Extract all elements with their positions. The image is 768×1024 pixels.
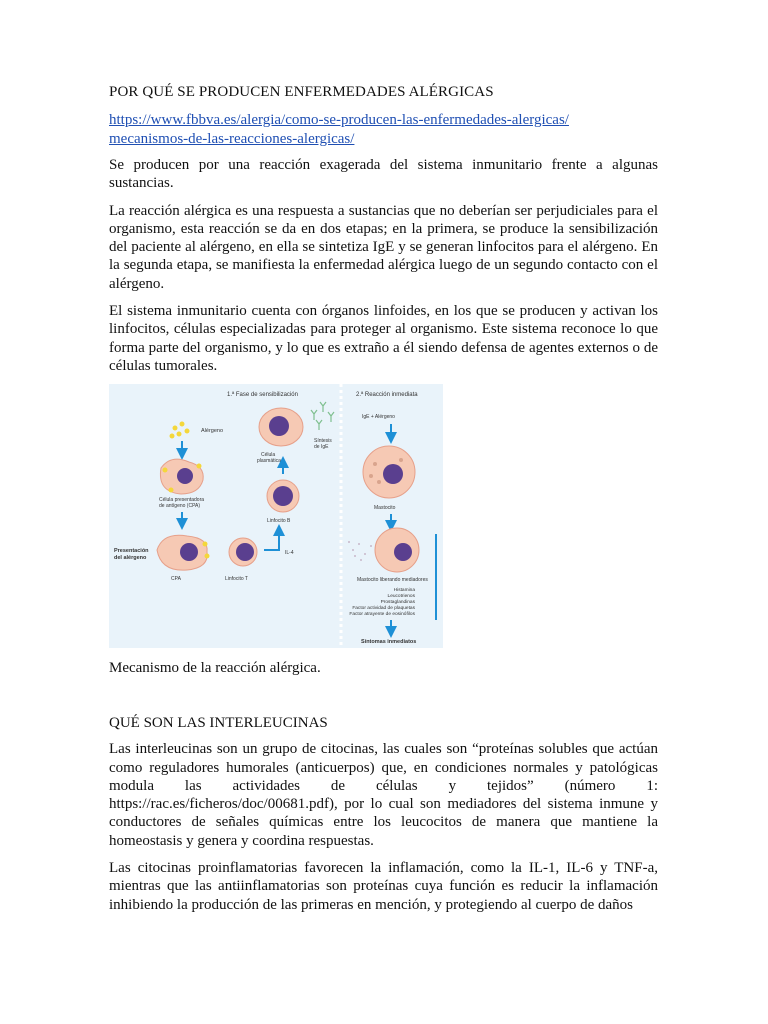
b-cell — [267, 480, 299, 512]
mast-cell-releasing-label: Mastocito liberando mediadores — [357, 577, 428, 584]
plasma-cell — [259, 408, 303, 446]
phase2-title: 2.ª Reacción inmediata — [356, 392, 418, 399]
paragraph: Las interleucinas son un grupo de citocinas, las cuales son “proteínas solubles que actúan como reguladores humorales (anticuerpos) que, en condiciones normales y patológicas modula las actividades de células y tejidos” (número 1: https://rac.es/ficheros/doc/00681.pdf), por lo cual son mediadores del sistema inmune y conductores de señales químicas entre los leucocitos de manera que mantiene la homeostasis y genera y coordina respuestas. — [109, 741, 658, 849]
ige-synthesis-line2: de IgE — [314, 444, 329, 451]
ige-allergen-label: IgE + Alérgeno — [362, 414, 395, 421]
paragraph: La reacción alérgica es una respuesta a sustancias que no deberían ser perjudiciales para el organismo, esta reacción se da en dos etapas; en la primera, se produce la sensibilización del paciente al alérgeno, en ella se sintetiza IgE y se generan linfocitos para el alérgeno. En la segunda etapa, se manifiesta la enfermedad alérgica luego de un segundo contacto con el alérgeno. — [109, 202, 658, 292]
apc-cell-top — [160, 459, 203, 494]
mast-cell — [363, 446, 415, 498]
source-link-line1: https://www.fbbva.es/alergia/como-se-producen-las-enfermedades-alergicas/ — [109, 112, 569, 128]
mast-cell-releasing — [348, 528, 419, 572]
mediators-list — [349, 587, 415, 617]
allergen-particles — [170, 422, 190, 439]
allergen-label: Alérgeno — [201, 428, 224, 435]
apc-label-line2: de antígeno (CPA) — [159, 503, 201, 510]
document-page — [109, 84, 658, 923]
apc-cell-bottom — [157, 536, 210, 571]
presentation-label-line1: Presentación — [114, 548, 149, 555]
section-title-allergies: POR QUÉ SE PRODUCEN ENFERMEDADES ALÉRGICAS — [109, 84, 494, 100]
cpa-label: CPA — [171, 576, 181, 583]
mediator-item: Histamina — [393, 588, 415, 594]
ige-antibodies — [311, 402, 334, 430]
t-cell — [229, 538, 257, 566]
allergic-reaction-figure — [109, 384, 443, 648]
immediate-symptoms-label: Síntomas inmediatos — [361, 639, 417, 646]
paragraph: Las citocinas proinflamatorias favorecen la inflamación, como la IL-1, IL-6 y TNF-a, mientras que las antiinflamatorias son proteínas cuya función es reducir la inflamación inhibiendo la producción de las primeras en mención, y protegiendo al cuerpo de daños — [109, 860, 658, 913]
paragraph: Se producen por una reacción exagerada del sistema inmunitario frente a algunas sustancias. — [109, 157, 658, 192]
mediator-item: Factor atrayente de eosinófilos — [349, 612, 415, 618]
plasma-cell-label-line2: plasmática — [257, 458, 281, 465]
paragraph: El sistema inmunitario cuenta con órganos linfoides, en los que se producen y activan los linfocitos, células especializadas para proteger al organismo. Este sistema reconoce lo que forma parte del organismo, y lo que es extraño a él siendo defensa de agentes externos o de células tumorales. — [109, 303, 658, 374]
source-link[interactable] — [109, 111, 658, 149]
figure-illustration — [109, 384, 443, 648]
source-link-line2: mecanismos-de-las-reacciones-alergicas/ — [109, 131, 355, 147]
figure-caption: Mecanismo de la reacción alérgica. — [109, 660, 321, 677]
b-cell-label: Linfocito B — [267, 518, 291, 525]
presentation-label-line2: del alérgeno — [114, 555, 147, 562]
mediator-item: Factor actividad de plaquetas — [352, 606, 415, 612]
mediator-item: Leucotrienos — [387, 594, 415, 600]
plasma-cell-label-line1: Célula — [261, 452, 276, 459]
mediator-item: Prostaglandinas — [380, 600, 415, 606]
il4-label: IL-4 — [285, 550, 294, 557]
ige-synthesis-line1: Síntesis — [314, 438, 332, 445]
t-cell-label: Linfocito T — [225, 576, 248, 583]
arrow — [264, 530, 279, 550]
section-title-interleukins: QUÉ SON LAS INTERLEUCINAS — [109, 715, 328, 732]
apc-label-line1: Célula presentadora — [159, 497, 205, 504]
phase1-title: 1.ª Fase de sensibilización — [227, 392, 298, 399]
mast-cell-label: Mastocito — [374, 505, 396, 512]
